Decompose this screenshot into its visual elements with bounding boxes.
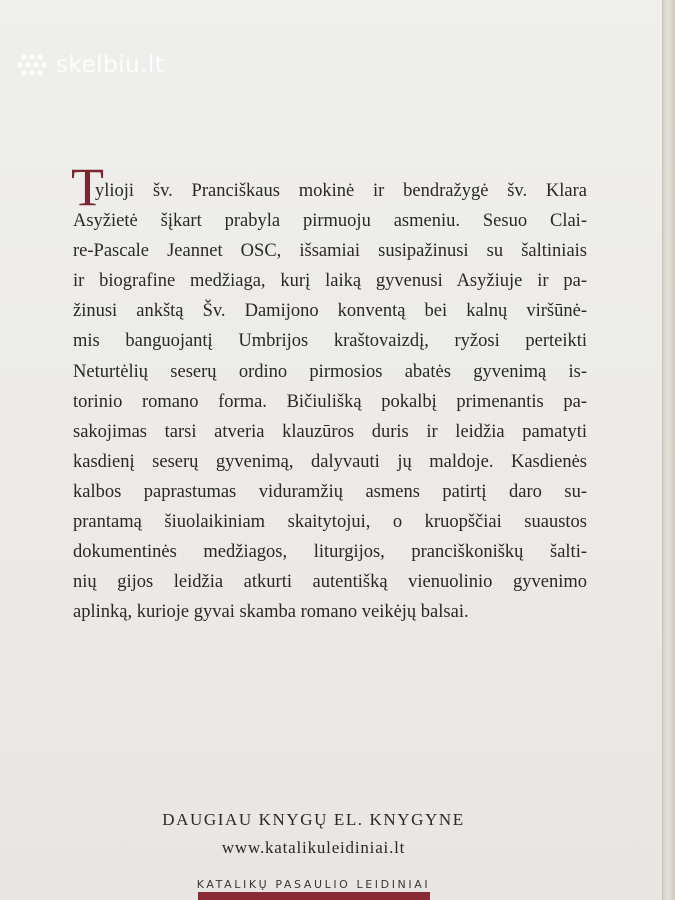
text-line: nių gijos leidžia atkurti autentišką vienuolinio gyvenimo	[73, 572, 587, 593]
footer-title: DAUGIAU KNYGŲ EL. KNYGYNE	[162, 810, 465, 829]
text-line: ylioji šv. Pranciškaus mokinė ir bendražygė šv. Klara	[95, 181, 587, 201]
publisher-name: KATALIKŲ PASAULIO LEIDINIAI	[196, 878, 431, 891]
text-line: Neturtėlių seserų ordino pirmosios abatės gyvenimą is-	[73, 361, 587, 382]
text-line: prantamą šiuolaikiniam skaitytojui, o kruopščiai suaustos	[73, 512, 587, 533]
text-line: ir biografine medžiaga, kurį laiką gyvenusi Asyžiuje ir pa-	[73, 271, 587, 292]
text-line: žinusi ankštą Šv. Damijono konventą bei kalnų viršūnė-	[73, 301, 587, 322]
dropcap-letter: T	[71, 157, 104, 217]
text-line: sakojimas tarsi atveria klauzūros duris ir leidžia pamatyti	[73, 421, 587, 442]
text-line: re-Pascale Jeannet OSC, išsamiai susipažinusi su šaltiniais	[73, 241, 587, 262]
text-line: aplinką, kurioje gyvai skamba romano veikėjų balsai.	[73, 602, 469, 623]
dots-grid-icon	[18, 52, 48, 78]
publisher-band	[198, 892, 430, 900]
watermark-text: skelbiu.lt	[56, 52, 165, 78]
text-line: kasdienį seserų gyvenimą, dalyvauti jų maldoje. Kasdienės	[73, 451, 587, 472]
book-spine-edge	[662, 0, 675, 900]
footer-url: www.katalikuleidiniai.lt	[221, 838, 406, 857]
text-line: Asyžietė šįkart prabyla pirmuoju asmeniu. Sesuo Clai-	[73, 211, 587, 232]
text-line: mis banguojantį Umbrijos kraštovaizdį, ryžosi perteikti	[73, 331, 587, 352]
text-line: dokumentinės medžiagos, liturgijos, pranciškoniškų šalti-	[73, 542, 587, 563]
description-paragraph	[73, 176, 587, 627]
text-line: torinio romano forma. Bičiulišką pokalbį primenantis pa-	[73, 391, 587, 412]
text-line: kalbos paprastumas viduramžių asmens patirtį daro su-	[73, 481, 587, 502]
watermark	[18, 52, 164, 78]
